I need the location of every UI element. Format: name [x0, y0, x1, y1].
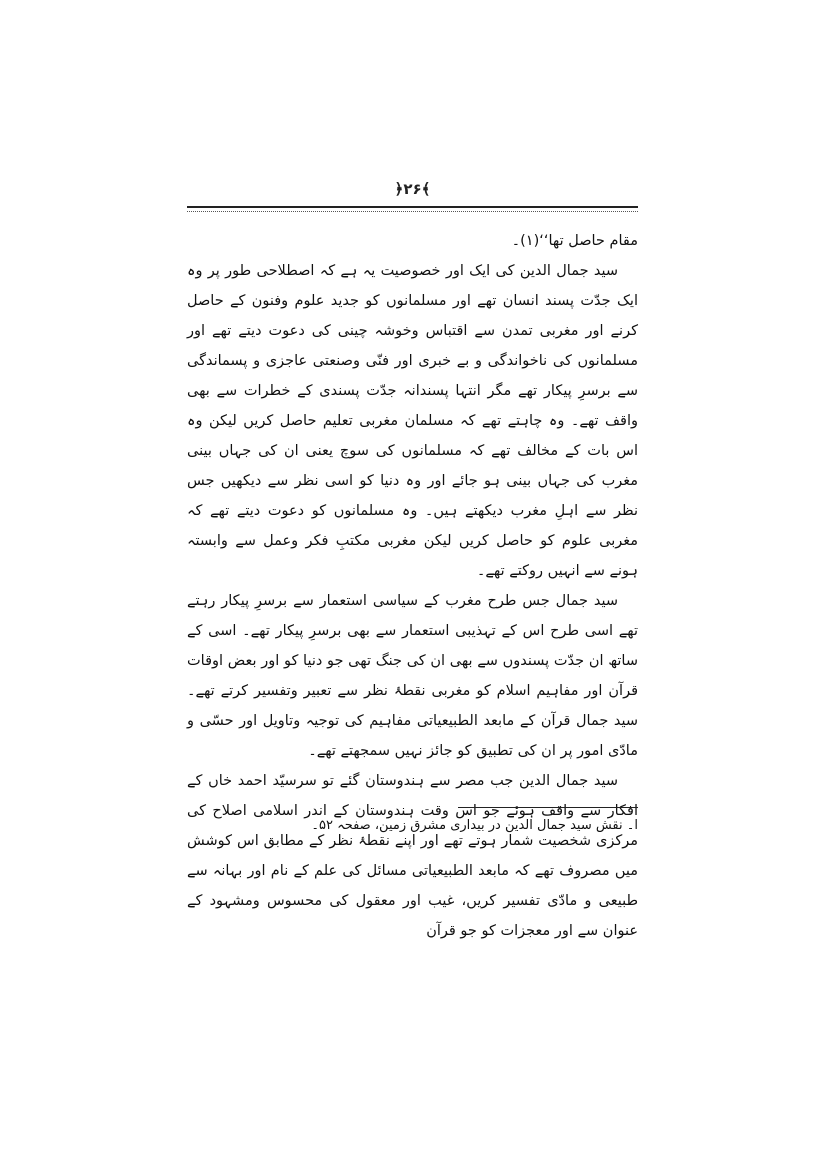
footnote: ا۔ نقش سید جمال الدین در بیداری مشرق زمین، صفحہ ۵۲۔ [311, 818, 638, 833]
header-divider [187, 206, 638, 212]
paragraph-continuation: مقام حاصل تھا‘‘(۱)۔ [511, 233, 638, 249]
paragraph: سید جمال الدین کی ایک اور خصوصیت یہ ہے کہ اصطلاحی طور پر وہ ایک جدّت پسند انسان تھے اور مسلمانوں کو جدید علوم وفنون کے حاصل کرنے اور مغربی تمدن سے اقتباس وخوشہ چینی کی دعوت دیتے تھے اور مسلمانوں کی ناخواندگی و بے خبری اور فنّی وصنعتی عاجزی و پسماندگی سے برسرِ پیکار تھے مگر انتہا پسندانہ جدّت پسندی کے خطرات سے بھی واقف تھے۔ وہ چاہتے تھے کہ مسلمان مغربی تعلیم حاصل کریں لیکن وہ اس بات کے مخالف تھے کہ مسلمانوں کی سوچ یعنی ان کی جہاں بینی مغرب کی جہاں بینی ہو جائے اور وہ دنیا کو اسی نظر سے دیکھیں جس نظر سے اہلِ مغرب دیکھتے ہیں۔ وہ مسلمانوں کو دعوت دیتے تھے کہ مغربی علوم کو حاصل کریں لیکن مغربی مکتبِ فکر وعمل سے وابستہ ہونے سے انہیں روکتے تھے۔ [187, 263, 638, 579]
footnote-divider [458, 807, 638, 808]
page-number: ﴿۲۶﴾ [394, 180, 431, 198]
paragraph: سید جمال جس طرح مغرب کے سیاسی استعمار سے برسرِ پیکار رہتے تھے اسی طرح اس کے تہذیبی استعمار سے بھی برسرِ پیکار تھے۔ اسی کے ساتھ ان جدّت پسندوں سے بھی ان کی جنگ تھی جو دنیا کو اور بعض اوقات قرآن اور مفاہیم اسلام کو مغربی نقطۂ نظر سے تعبیر وتفسیر کرتے تھے۔ سید جمال قرآن کے مابعد الطبیعیاتی مفاہیم کی توجیہ وتاویل اور حسّی و مادّی امور پر ان کی تطبیق کو جائز نہیں سمجھتے تھے۔ [187, 593, 638, 759]
paragraph: سید جمال الدین جب مصر سے ہندوستان گئے تو سرسیّد احمد خاں کے افکار سے واقف ہوئے جو اس وقت ہندوستان کے اندر اسلامی اصلاح کی مرکزی شخصیت شمار ہوتے تھے اور اپنے نقطۂ نظر کے مطابق اس کوشش میں مصروف تھے کہ مابعد الطبیعیاتی مسائل کی علم کے نام اور بہانہ سے طبیعی و مادّی تفسیر کریں، غیب اور معقول کی محسوس ومشہود کے عنوان سے اور معجزات کو جو قرآن [187, 773, 638, 939]
